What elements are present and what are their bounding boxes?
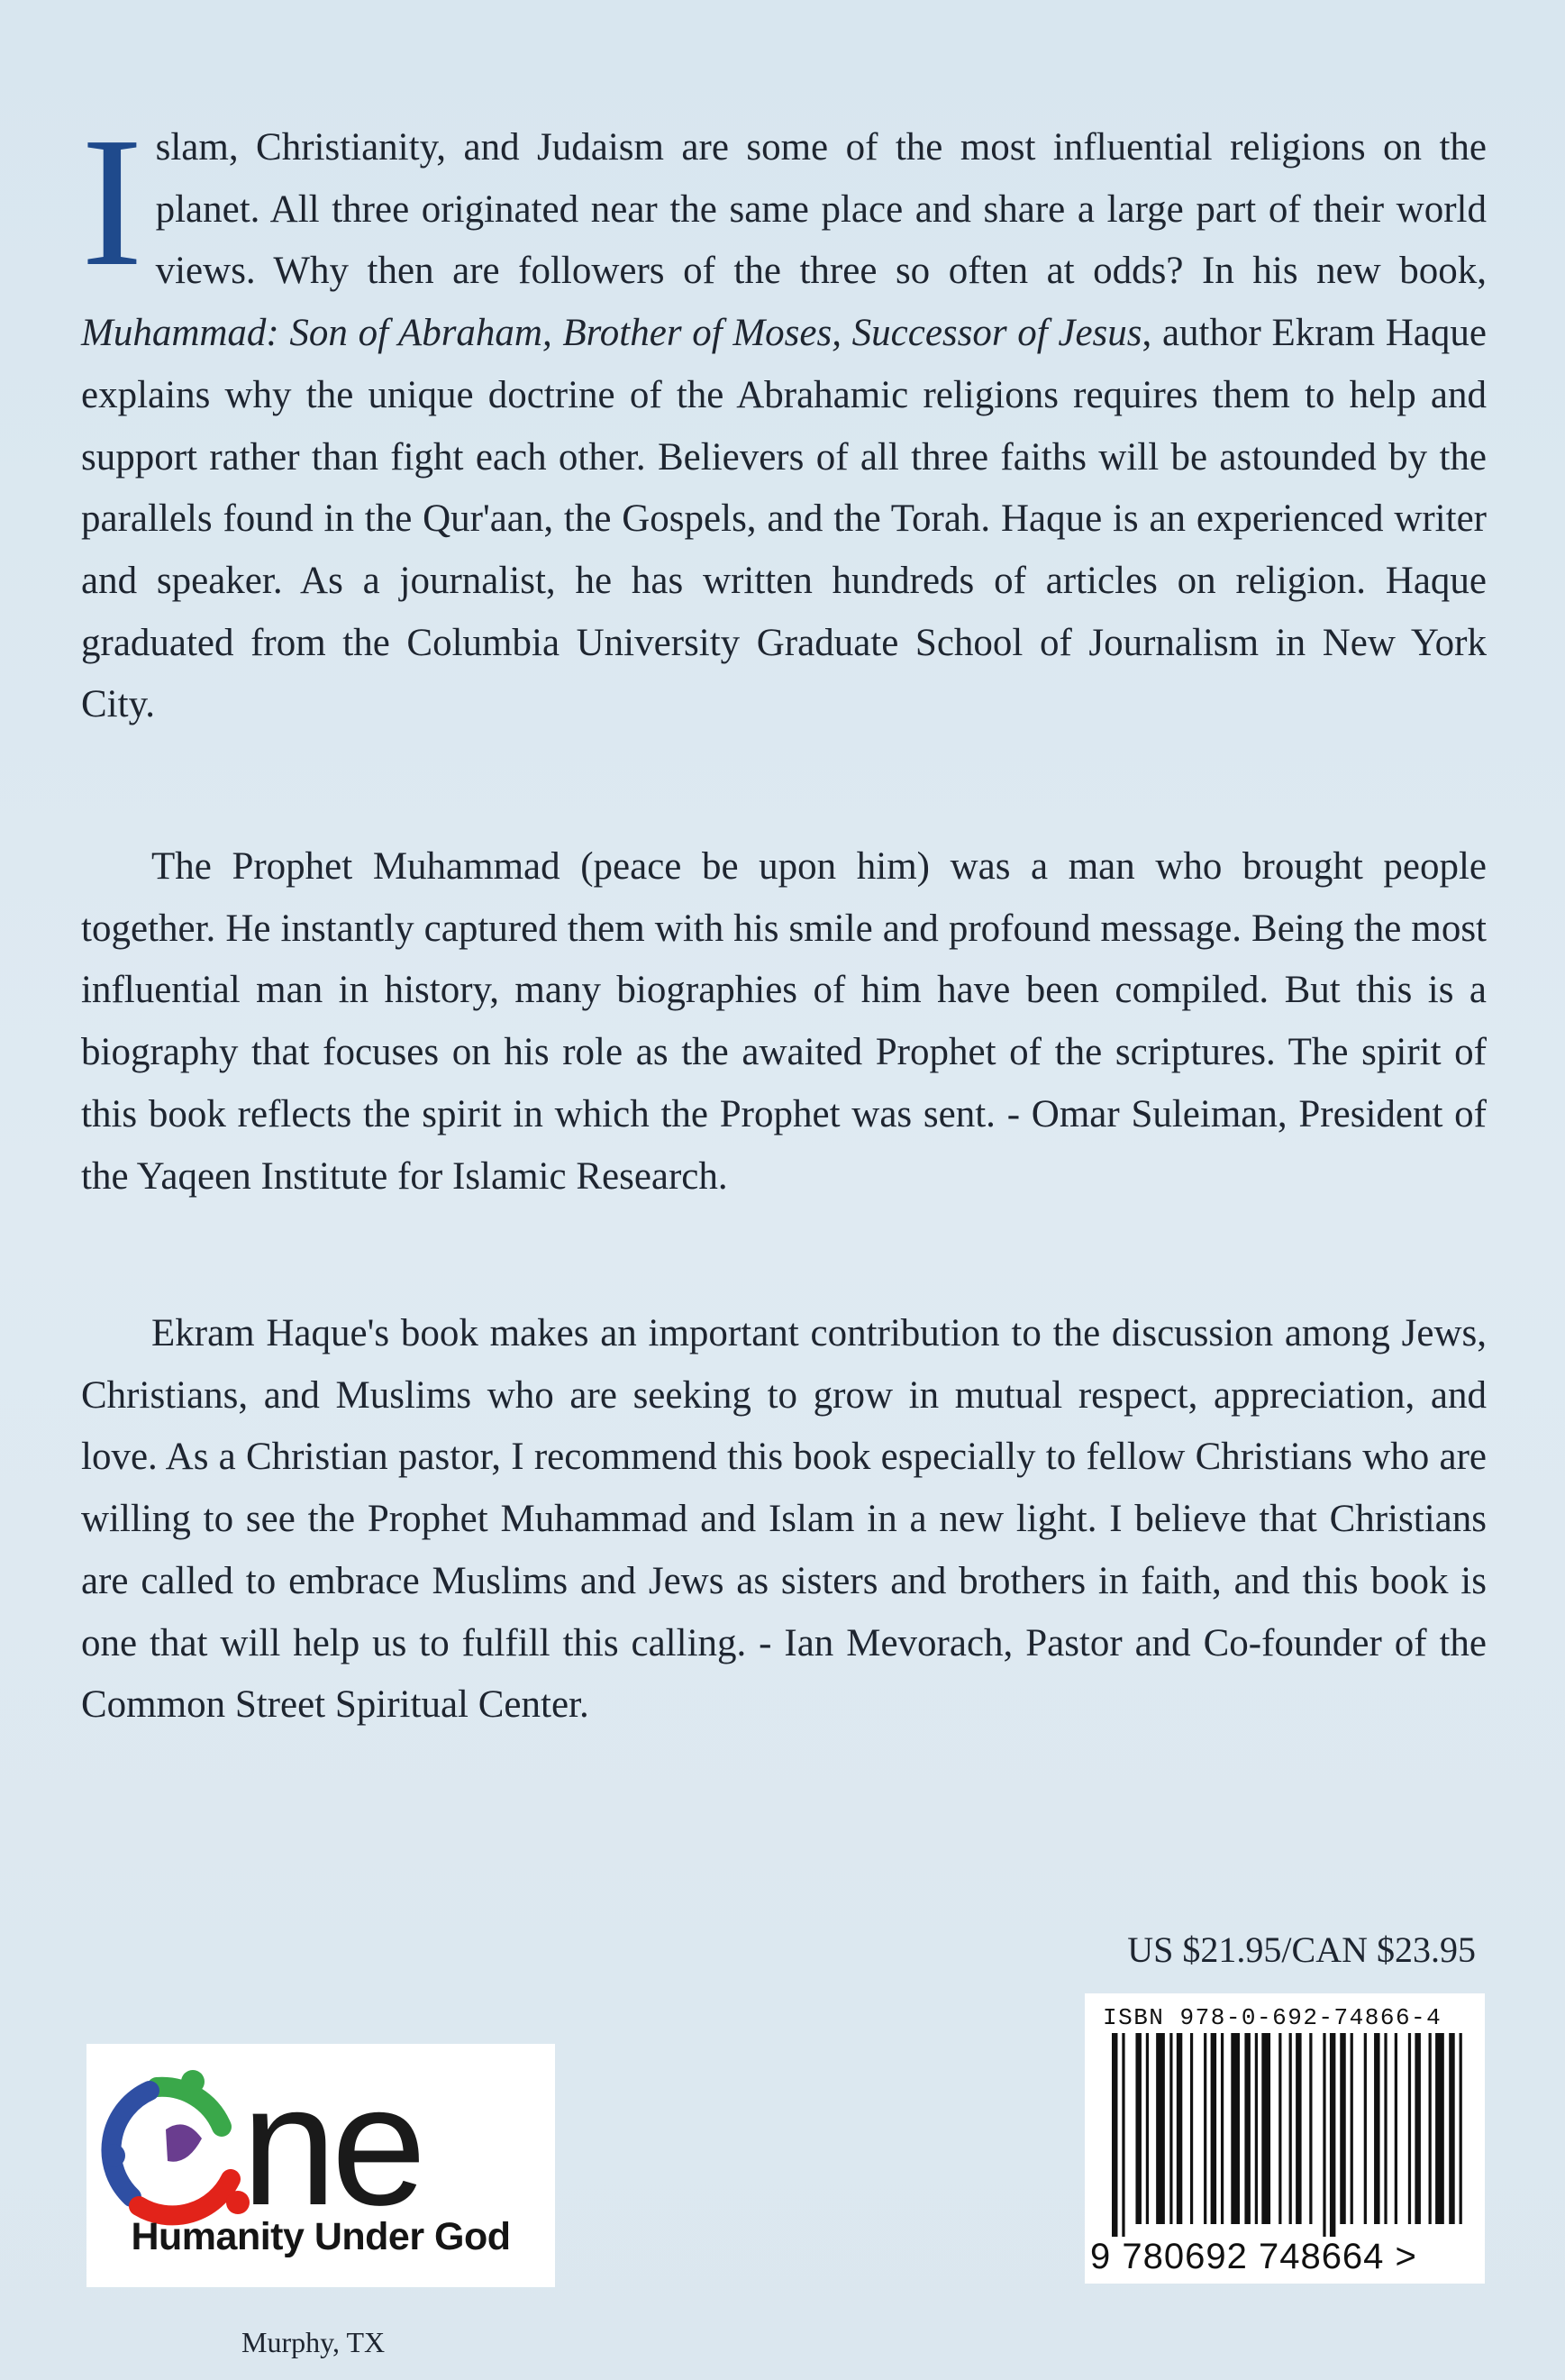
barcode-bar xyxy=(1364,2033,1367,2224)
book-title: Muhammad: Son of Abraham, Brother of Moses, Successor of Jesus xyxy=(81,312,1142,355)
barcode-bar xyxy=(1244,2033,1250,2224)
barcode-bar xyxy=(1296,2033,1301,2224)
barcode-bar xyxy=(1177,2033,1182,2224)
barcode-bar xyxy=(1156,2033,1165,2224)
logo-green-head xyxy=(181,2070,205,2093)
barcode-bar xyxy=(1278,2033,1281,2224)
barcode-bar xyxy=(1460,2033,1462,2224)
drop-cap: I xyxy=(81,98,143,305)
endorsement-mevorach: Ekram Haque's book makes an important contribution to the discussion among Jews, Christians, and Muslims who are seeking to grow in mutual respect, appreciation, and love. As a Christian pastor, I recommend this book especially to fellow Christians who are willing to see the Prophet Muhammad and Islam in a new light. I believe that Christians are called to embrace Muslims and Jews as sisters and brothers in faith, and this book is one that will help us to fulfill this calling. - Ian Mevorach, Pastor and Co-founder of the Common Street Spiritual Center. xyxy=(81,1312,1487,1727)
barcode-bar xyxy=(1146,2033,1149,2224)
barcode-bar xyxy=(1221,2033,1224,2224)
barcode-bar xyxy=(1415,2033,1420,2224)
barcode-bar xyxy=(1435,2033,1444,2224)
barcode-bar xyxy=(1204,2033,1206,2224)
barcode-bar xyxy=(1449,2033,1454,2224)
logo-green-arc xyxy=(157,2087,222,2127)
barcode-bar xyxy=(1289,2033,1292,2224)
barcode-bar xyxy=(1261,2033,1270,2224)
logo-blue-arc xyxy=(111,2091,150,2197)
barcode-bar xyxy=(1169,2033,1172,2224)
barcode-bar xyxy=(1122,2033,1124,2237)
barcode-bar xyxy=(1351,2033,1353,2224)
barcode-bar xyxy=(1211,2033,1216,2224)
barcode-bar xyxy=(1395,2033,1397,2224)
logo-blue-head xyxy=(102,2144,125,2167)
barcode-bar xyxy=(1374,2033,1379,2224)
description-text-2: , author Ekram Haque explains why the unique doctrine of the Abrahamic religions requires them to help and support rather than fight each other. Believers of all three faiths will be astounded by the parallels found in the Qur'aan, the Gospels, and the Torah. Haque is an experienced writer and speaker. As a journalist, he has written hundreds of articles on religion. Haque graduated from the Columbia University Graduate School of Journalism in New York City. xyxy=(81,312,1487,726)
publisher-logo xyxy=(86,2044,555,2287)
barcode-bar xyxy=(1408,2033,1411,2224)
barcode-bar xyxy=(1309,2033,1312,2224)
description-paragraph xyxy=(81,98,1487,736)
logo-tagline: Humanity Under God xyxy=(131,2215,511,2258)
isbn-label: ISBN 978-0-692-74866-4 xyxy=(1103,2004,1442,2031)
endorsement-suleiman: The Prophet Muhammad (peace be upon him) was a man who brought people together. He instantly captured them with his smile and profound message. Being the most influential man in history, many biographies of him have been compiled. But this is a biography that focuses on his role as the awaited Prophet of the scriptures. The spirit of this book reflects the spirit in which the Prophet was sent. - Omar Suleiman, President of the Yaqeen Institute for Islamic Research. xyxy=(81,845,1487,1198)
barcode-bar xyxy=(1429,2033,1432,2224)
publisher-location: Murphy, TX xyxy=(241,2326,386,2358)
barcode-bar xyxy=(1190,2033,1193,2224)
logo-wordmark: ne xyxy=(241,2050,422,2241)
barcode-bars-icon xyxy=(1085,2033,1485,2237)
barcode-bar xyxy=(1231,2033,1240,2224)
barcode-bar xyxy=(1384,2033,1387,2224)
logo-purple-swirl xyxy=(166,2124,202,2161)
logo-red-arc xyxy=(139,2179,231,2215)
price-label: US $21.95/CAN $23.95 xyxy=(1127,1929,1476,1970)
barcode-bar xyxy=(1112,2033,1117,2237)
barcode-bar xyxy=(1330,2033,1335,2237)
barcode-bar xyxy=(1323,2033,1325,2237)
description-text-1: slam, Christianity, and Judaism are some of the most influential religions on the planet. All three originated near the same place and share a large part of their world views. Why then are followers of the three so often at odds? In his new book, xyxy=(155,126,1487,293)
barcode-bar xyxy=(1255,2033,1258,2224)
barcode-bar xyxy=(1135,2033,1141,2224)
barcode-bar xyxy=(1340,2033,1345,2224)
barcode-digits: 9 780692 748664 > xyxy=(1090,2237,1417,2276)
isbn-barcode xyxy=(1085,1993,1485,2284)
